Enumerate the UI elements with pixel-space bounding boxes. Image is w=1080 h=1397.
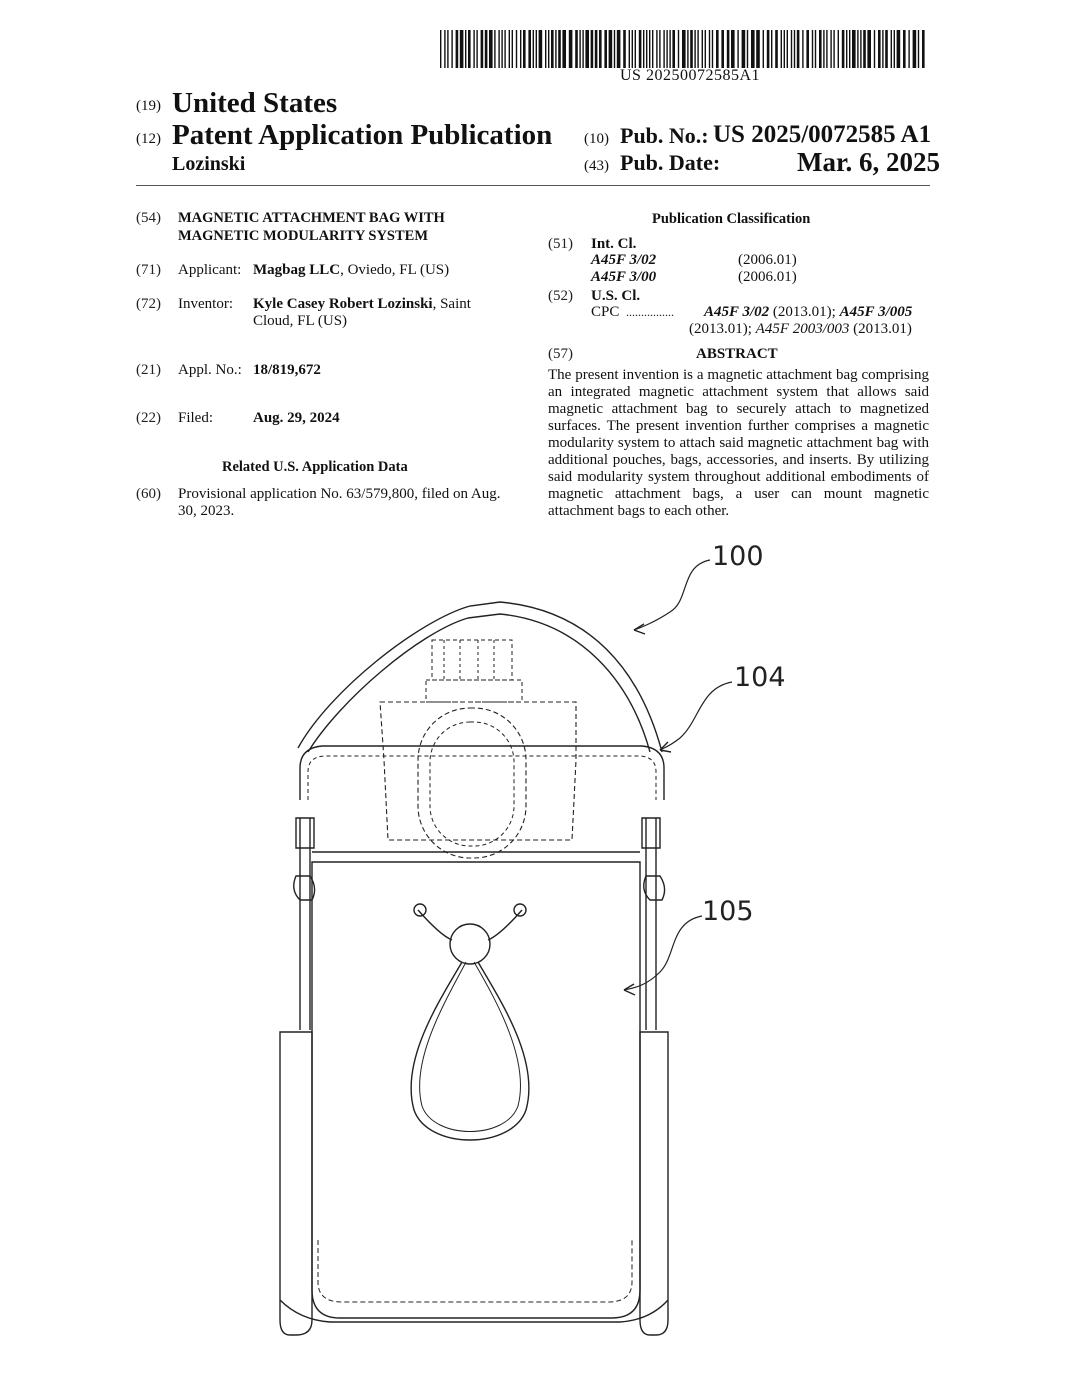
barcode-bar — [852, 30, 856, 68]
pubtype-code: (12) — [136, 131, 161, 147]
intcl-version-1: (2006.01) — [738, 252, 797, 268]
barcode-bar — [447, 30, 448, 68]
pouch-bottom-inner — [318, 1240, 632, 1302]
intcl-class-1: A45F 3/02 — [591, 252, 657, 268]
pubno-label: Pub. No.: — [620, 123, 709, 148]
barcode-bar — [721, 30, 724, 68]
barcode-bar — [694, 30, 695, 68]
barcode-bar — [709, 30, 710, 68]
barcode-bar — [528, 30, 531, 68]
appl-value: 18/819,672 — [253, 362, 321, 378]
filed-value: Aug. 29, 2024 — [253, 410, 340, 426]
barcode-bar — [504, 30, 505, 68]
barcode-bar — [485, 30, 488, 68]
barcode-bar — [494, 30, 495, 68]
filed-label: Filed: — [178, 410, 214, 426]
barcode-bar — [702, 30, 703, 68]
barcode-bar — [913, 30, 917, 68]
barcode-bar — [678, 30, 679, 68]
barcode-bar — [819, 30, 822, 68]
barcode-bar — [874, 30, 875, 68]
ref-numeral-105: 105 — [702, 896, 754, 927]
abstract-heading: ABSTRACT — [696, 346, 778, 362]
barcode-bar — [775, 30, 778, 68]
barcode-bar — [473, 30, 474, 68]
barcode-bar — [838, 30, 839, 68]
top-rim-inner — [308, 756, 656, 800]
barcode-bar — [756, 30, 760, 68]
barcode-bar — [857, 30, 858, 68]
barcode-bar — [512, 30, 513, 68]
barcode-bar — [922, 30, 925, 68]
barcode-bar — [763, 30, 764, 68]
inventor-location-2: Cloud, FL (US) — [253, 313, 348, 329]
barcode-bar — [784, 30, 785, 68]
cpc-class-3: A45F 2003/003 — [755, 321, 850, 337]
country-name: United States — [172, 87, 338, 119]
barcode-bar — [669, 30, 670, 68]
inventor-code: (72) — [136, 296, 161, 312]
cpc-dots: ................ — [626, 305, 674, 319]
barcode-bar — [614, 30, 615, 68]
barcode-bar — [860, 30, 861, 68]
appl-label: Appl. No.: — [178, 362, 242, 378]
barcode-bar — [787, 30, 788, 68]
barcode-bar — [842, 30, 845, 68]
barcode-bar — [747, 30, 748, 68]
publication-type: Patent Application Publication — [172, 119, 553, 151]
barcode-bar — [863, 30, 866, 68]
barcode-bar — [646, 30, 647, 68]
barcode-bar — [623, 30, 626, 68]
intcl-version-2: (2006.01) — [738, 269, 797, 285]
barcode-bar — [882, 30, 883, 68]
inventor-name: Kyle Casey Robert Lozinski — [253, 296, 433, 312]
barcode-bar — [737, 30, 738, 68]
barcode-bar — [878, 30, 881, 68]
barcode-bar — [705, 30, 706, 68]
applicant-code: (71) — [136, 262, 161, 278]
barcode-bar — [579, 30, 580, 68]
barcode-bar — [585, 30, 589, 68]
barcode-bar — [690, 30, 693, 68]
cpc-class-1: A45F 3/02 — [704, 304, 770, 320]
barcode-bar — [481, 30, 484, 68]
applicant-name: Magbag LLC — [253, 262, 341, 278]
provisional-line-1: Provisional application No. 63/579,800, filed on Aug. — [178, 486, 501, 502]
barcode-bar — [894, 30, 895, 68]
strap-left — [300, 818, 310, 1030]
inventor-label: Inventor: — [178, 296, 233, 312]
barcode-bar — [794, 30, 795, 68]
barcode-bar — [791, 30, 792, 68]
barcode-bar — [918, 30, 919, 68]
leader-104 — [660, 682, 732, 750]
barcode-bar — [440, 30, 441, 68]
barcode-bar — [465, 30, 466, 68]
barcode-bar — [501, 30, 502, 68]
cpc-line-1 — [704, 304, 912, 321]
barcode-bar — [666, 30, 667, 68]
appl-code: (21) — [136, 362, 161, 378]
intcl-code: (51) — [548, 236, 573, 252]
cpc-date-3: (2013.01) — [853, 321, 912, 337]
barcode-bar — [663, 30, 664, 68]
leader-100 — [634, 560, 710, 630]
title-line-1: MAGNETIC ATTACHMENT BAG WITH — [178, 210, 445, 226]
barcode-bar — [712, 30, 713, 68]
barcode-bar — [582, 30, 583, 68]
barcode-bar — [516, 30, 517, 68]
applicant-value — [253, 262, 449, 279]
barcode-bar — [781, 30, 782, 68]
filed-code: (22) — [136, 410, 161, 426]
barcode-bar — [569, 30, 573, 68]
ref-numeral-104: 104 — [734, 662, 786, 693]
abstract-code: (57) — [548, 346, 573, 362]
barcode-bar — [903, 30, 906, 68]
barcode-bar — [672, 30, 675, 68]
barcode-bar — [548, 30, 549, 68]
leader-105 — [624, 916, 702, 990]
cpc-class-2: A45F 3/005 — [839, 304, 913, 320]
barcode-bar — [823, 30, 824, 68]
barcode-bar — [468, 30, 471, 68]
barcode-bar — [520, 30, 521, 68]
pubno-code: (10) — [584, 131, 609, 147]
barcode-bar — [802, 30, 803, 68]
barcode-bar — [659, 30, 660, 68]
abstract-text: The present invention is a magnetic attachment bag comprising an integrated magnetic attachment system that allows said magnetic attachment bag to securely attach to magnetized surfaces. The present invention further comprises a magnetic modularity system to attach said magnetic attachment bag with additional pouches, bags, accessories, and inserts. By utilizing said modularity system throughout additional embodiments of magnetic attachment bags, a user can mount magnetic attachment bags to each other. — [548, 367, 929, 519]
barcode-bar — [609, 30, 613, 68]
barcode-bar — [767, 30, 770, 68]
barcode-bar — [444, 30, 445, 68]
barcode-bar — [812, 30, 813, 68]
applicant-label: Applicant: — [178, 262, 242, 278]
barcode-bar — [649, 30, 650, 68]
barcode-bar — [751, 30, 755, 68]
barcode-bar — [536, 30, 537, 68]
barcode-bar — [826, 30, 827, 68]
barcode-bar — [498, 30, 499, 68]
pouch-body — [312, 862, 640, 1318]
barcode-bar — [643, 30, 644, 68]
barcode-bar — [476, 30, 477, 68]
barcode-bar — [635, 30, 636, 68]
cpc-label: CPC — [591, 304, 620, 320]
barcode-bar — [716, 30, 719, 68]
barcode-bar — [891, 30, 892, 68]
barcode-bar — [456, 30, 459, 68]
barcode-bar — [731, 30, 735, 68]
handle-outer — [298, 602, 662, 752]
provisional-code: (60) — [136, 486, 161, 502]
title-line-2: MAGNETIC MODULARITY SYSTEM — [178, 228, 429, 244]
pubdate-code: (43) — [584, 158, 609, 174]
barcode-bar — [595, 30, 598, 68]
barcode-bar — [742, 30, 746, 68]
barcode-number: US 20250072585A1 — [620, 67, 761, 84]
related-heading: Related U.S. Application Data — [222, 459, 408, 475]
pubdate-label: Pub. Date: — [620, 150, 721, 175]
pubdate-value: Mar. 6, 2025 — [797, 147, 940, 177]
barcode-bar — [489, 30, 493, 68]
handle-inner — [308, 614, 650, 752]
barcode-bar — [846, 30, 847, 68]
barcode-bar — [727, 30, 730, 68]
barcode-bar — [682, 30, 686, 68]
barcode-bar — [830, 30, 831, 68]
barcode-bar — [509, 30, 510, 68]
barcode-bar — [885, 30, 888, 68]
uscl-label: U.S. Cl. — [591, 288, 641, 304]
barcode-bar — [599, 30, 602, 68]
barcode-bar — [558, 30, 561, 68]
strap-right — [646, 818, 656, 1030]
cpc-date-1: (2013.01); — [772, 304, 836, 320]
country-code: (19) — [136, 98, 161, 114]
barcode-bar — [697, 30, 698, 68]
intcl-class-2: A45F 3/00 — [591, 269, 657, 285]
barcode-bar — [551, 30, 554, 68]
barcode-bar — [687, 30, 688, 68]
barcode-bar — [849, 30, 850, 68]
barcode-bar — [771, 30, 772, 68]
barcode-bar — [591, 30, 594, 68]
barcode-bar — [867, 30, 871, 68]
top-rim — [300, 746, 664, 800]
inventor-location-1: , Saint — [432, 296, 471, 312]
intcl-label: Int. Cl. — [591, 236, 637, 252]
barcode-bar — [460, 30, 464, 68]
classification-heading: Publication Classification — [652, 211, 811, 227]
barcode-bar — [604, 30, 607, 68]
side-panel-right — [640, 1032, 668, 1335]
applicant-location: , Oviedo, FL (US) — [340, 262, 450, 278]
barcode-bar — [639, 30, 642, 68]
cpc-line-2 — [689, 321, 912, 338]
patent-drawing — [0, 530, 1080, 1397]
provisional-line-2: 30, 2023. — [178, 503, 235, 519]
drawstring-loop — [411, 962, 529, 1140]
side-panel-left — [280, 1032, 312, 1335]
barcode-bar — [897, 30, 901, 68]
cpc-date-2: (2013.01); — [689, 321, 752, 337]
barcode-bar — [806, 30, 809, 68]
header-divider — [136, 185, 930, 186]
barcode-bar — [797, 30, 800, 68]
barcode-bar — [815, 30, 816, 68]
barcode-bar — [656, 30, 657, 68]
barcode — [440, 30, 928, 68]
barcode-bar — [617, 30, 621, 68]
barcode-bar — [575, 30, 578, 68]
inventor-surname: Lozinski — [172, 153, 246, 175]
drawstring-top — [418, 910, 522, 940]
barcode-bar — [562, 30, 566, 68]
barcode-bar — [632, 30, 633, 68]
ref-numeral-100: 100 — [712, 541, 764, 572]
barcode-bar — [545, 30, 546, 68]
barcode-bar — [555, 30, 556, 68]
pubno-value: US 2025/0072585 A1 — [713, 121, 932, 148]
barcode-bar — [523, 30, 526, 68]
uscl-code: (52) — [548, 288, 573, 304]
barcode-bar — [451, 30, 452, 68]
barcode-bar — [652, 30, 653, 68]
barcode-bar — [908, 30, 909, 68]
title-code: (54) — [136, 210, 161, 226]
barcode-bar — [833, 30, 834, 68]
inventor-value — [253, 296, 471, 313]
barcode-bar — [539, 30, 543, 68]
barcode-bar — [629, 30, 630, 68]
barcode-bar — [533, 30, 534, 68]
drawstring-toggle — [450, 924, 490, 964]
